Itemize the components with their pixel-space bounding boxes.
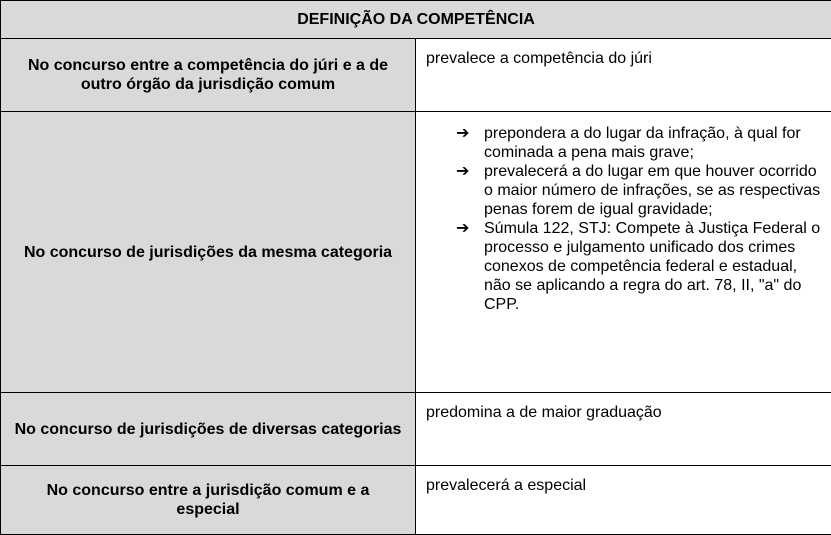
arrow-right-icon: ➔ bbox=[456, 219, 469, 238]
row-label-diversas-categorias: No concurso de jurisdições de diversas categorias bbox=[1, 393, 416, 466]
table-row bbox=[1, 112, 831, 393]
row-value-especial: prevalecerá a especial bbox=[416, 466, 831, 535]
bullet-text: prepondera a do lugar da infração, à qual for cominada a pena mais grave; bbox=[484, 125, 801, 161]
row-value-mesma-categoria bbox=[416, 112, 831, 393]
bullet-list bbox=[426, 124, 821, 314]
row-value-diversas-categorias: predomina a de maior graduação bbox=[416, 393, 831, 466]
table-row bbox=[1, 393, 831, 466]
row-label-mesma-categoria: No concurso de jurisdições da mesma categoria bbox=[1, 112, 416, 393]
list-item bbox=[456, 162, 821, 219]
arrow-right-icon: ➔ bbox=[456, 124, 469, 143]
table-row bbox=[1, 39, 831, 112]
row-label-especial: No concurso entre a jurisdição comum e a especial bbox=[1, 466, 416, 535]
row-label-juri: No concurso entre a competência do júri e a de outro órgão da jurisdição comum bbox=[1, 39, 416, 112]
table-title: DEFINIÇÃO DA COMPETÊNCIA bbox=[1, 1, 831, 39]
row-value-juri: prevalece a competência do júri bbox=[416, 39, 831, 112]
bullet-text: prevalecerá a do lugar em que houver ocorrido o maior número de infrações, se as respectivas penas forem de igual gravidade; bbox=[484, 163, 820, 218]
arrow-right-icon: ➔ bbox=[456, 162, 469, 181]
table-row bbox=[1, 466, 831, 535]
list-item bbox=[456, 219, 821, 314]
bullet-text: Súmula 122, STJ: Compete à Justiça Federal o processo e julgamento unificado dos crimes conexos de competência federal e estadual, não se aplicando a regra do art. 78, II, "a" do CPP. bbox=[484, 220, 820, 313]
list-item bbox=[456, 124, 821, 162]
